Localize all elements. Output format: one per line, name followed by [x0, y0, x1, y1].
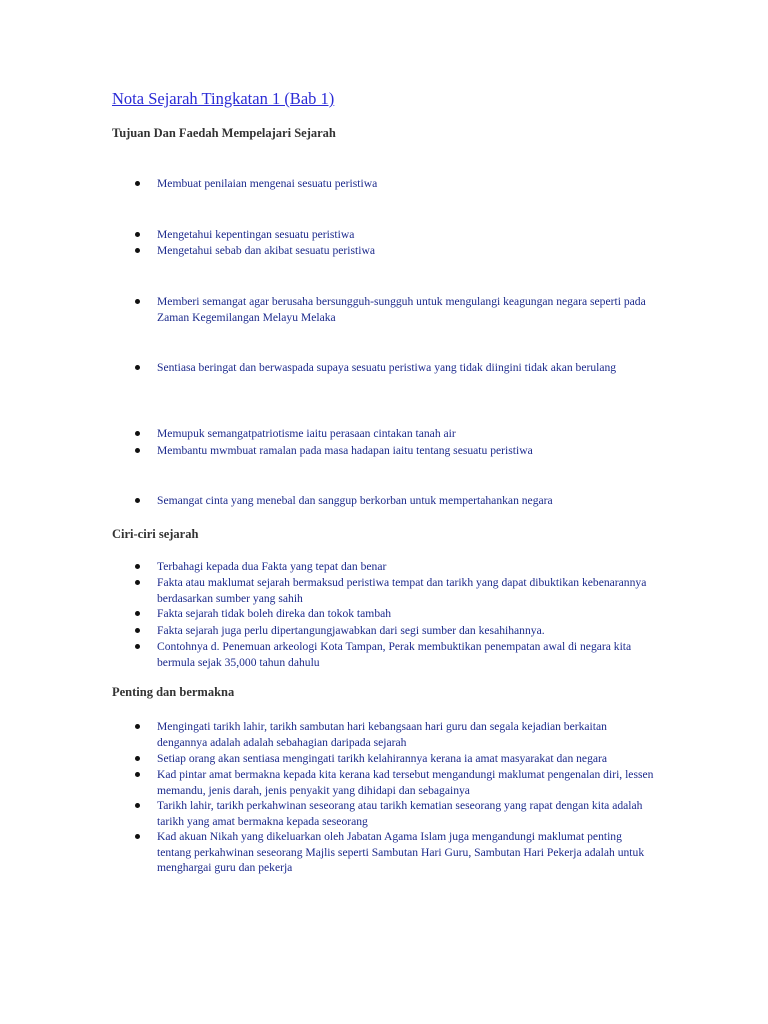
list-item: Kad akuan Nikah yang dikeluarkan oleh Jabatan Agama Islam juga mengandungi maklumat penting tentang perkahwinan seseorang Majlis seperti Sambutan Hari Guru, Sambutan Hari Pekerja adalah untuk menghargai guru dan pekerja — [157, 829, 657, 876]
list-item: Setiap orang akan sentiasa mengingati tarikh kelahirannya kerana ia amat masyarakat dan negara — [157, 751, 657, 767]
list-item: Tarikh lahir, tarikh perkahwinan seseorang atau tarikh kematian seseorang yang rapat dengan kita adalah tarikh yang amat bermakna kepada seseorang — [157, 798, 657, 829]
list-item: Fakta sejarah juga perlu dipertangungjawabkan dari segi sumber dan kesahihannya. — [157, 623, 657, 639]
list-item: Fakta sejarah tidak boleh direka dan tokok tambah — [157, 606, 657, 622]
list-item: Sentiasa beringat dan berwaspada supaya sesuatu peristiwa yang tidak diingini tidak akan berulang — [157, 360, 657, 376]
list-item: Mengetahui sebab dan akibat sesuatu peristiwa — [157, 243, 657, 259]
list-item: Membantu mwmbuat ramalan pada masa hadapan iaitu tentang sesuatu peristiwa — [157, 443, 657, 459]
list-item: Kad pintar amat bermakna kepada kita kerana kad tersebut mengandungi maklumat pengenalan diri, lessen memandu, jenis darah, jenis penyakit yang dihidapi dan sebagainya — [157, 767, 657, 798]
list-item: Mengetahui kepentingan sesuatu peristiwa — [157, 227, 657, 243]
section-heading-penting: Penting dan bermakna — [112, 685, 235, 699]
list-item: Contohnya d. Penemuan arkeologi Kota Tampan, Perak membuktikan penempatan awal di negara kita bermula sejak 35,000 tahun dahulu — [157, 639, 657, 670]
section-heading-tujuan: Tujuan Dan Faedah Mempelajari Sejarah — [112, 126, 336, 140]
list-item: Mengingati tarikh lahir, tarikh sambutan hari kebangsaan hari guru dan segala kejadian berkaitan dengannya adalah adalah sebahagian daripada sejarah — [157, 719, 657, 750]
list-item: Membuat penilaian mengenai sesuatu peristiwa — [157, 176, 657, 192]
section-heading-ciri-ciri: Ciri-ciri sejarah — [112, 527, 199, 541]
list-item: Semangat cinta yang menebal dan sanggup berkorban untuk mempertahankan negara — [157, 493, 657, 509]
document-title[interactable]: Nota Sejarah Tingkatan 1 (Bab 1) — [112, 89, 335, 108]
list-item: Memupuk semangatpatriotisme iaitu perasaan cintakan tanah air — [157, 426, 657, 442]
list-item: Memberi semangat agar berusaha bersungguh-sungguh untuk mengulangi keagungan negara seperti pada Zaman Kegemilangan Melayu Melaka — [157, 294, 657, 325]
list-item: Fakta atau maklumat sejarah bermaksud peristiwa tempat dan tarikh yang dapat dibuktikan kebenarannya berdasarkan sumber yang sahih — [157, 575, 657, 606]
list-item: Terbahagi kepada dua Fakta yang tepat dan benar — [157, 559, 657, 575]
